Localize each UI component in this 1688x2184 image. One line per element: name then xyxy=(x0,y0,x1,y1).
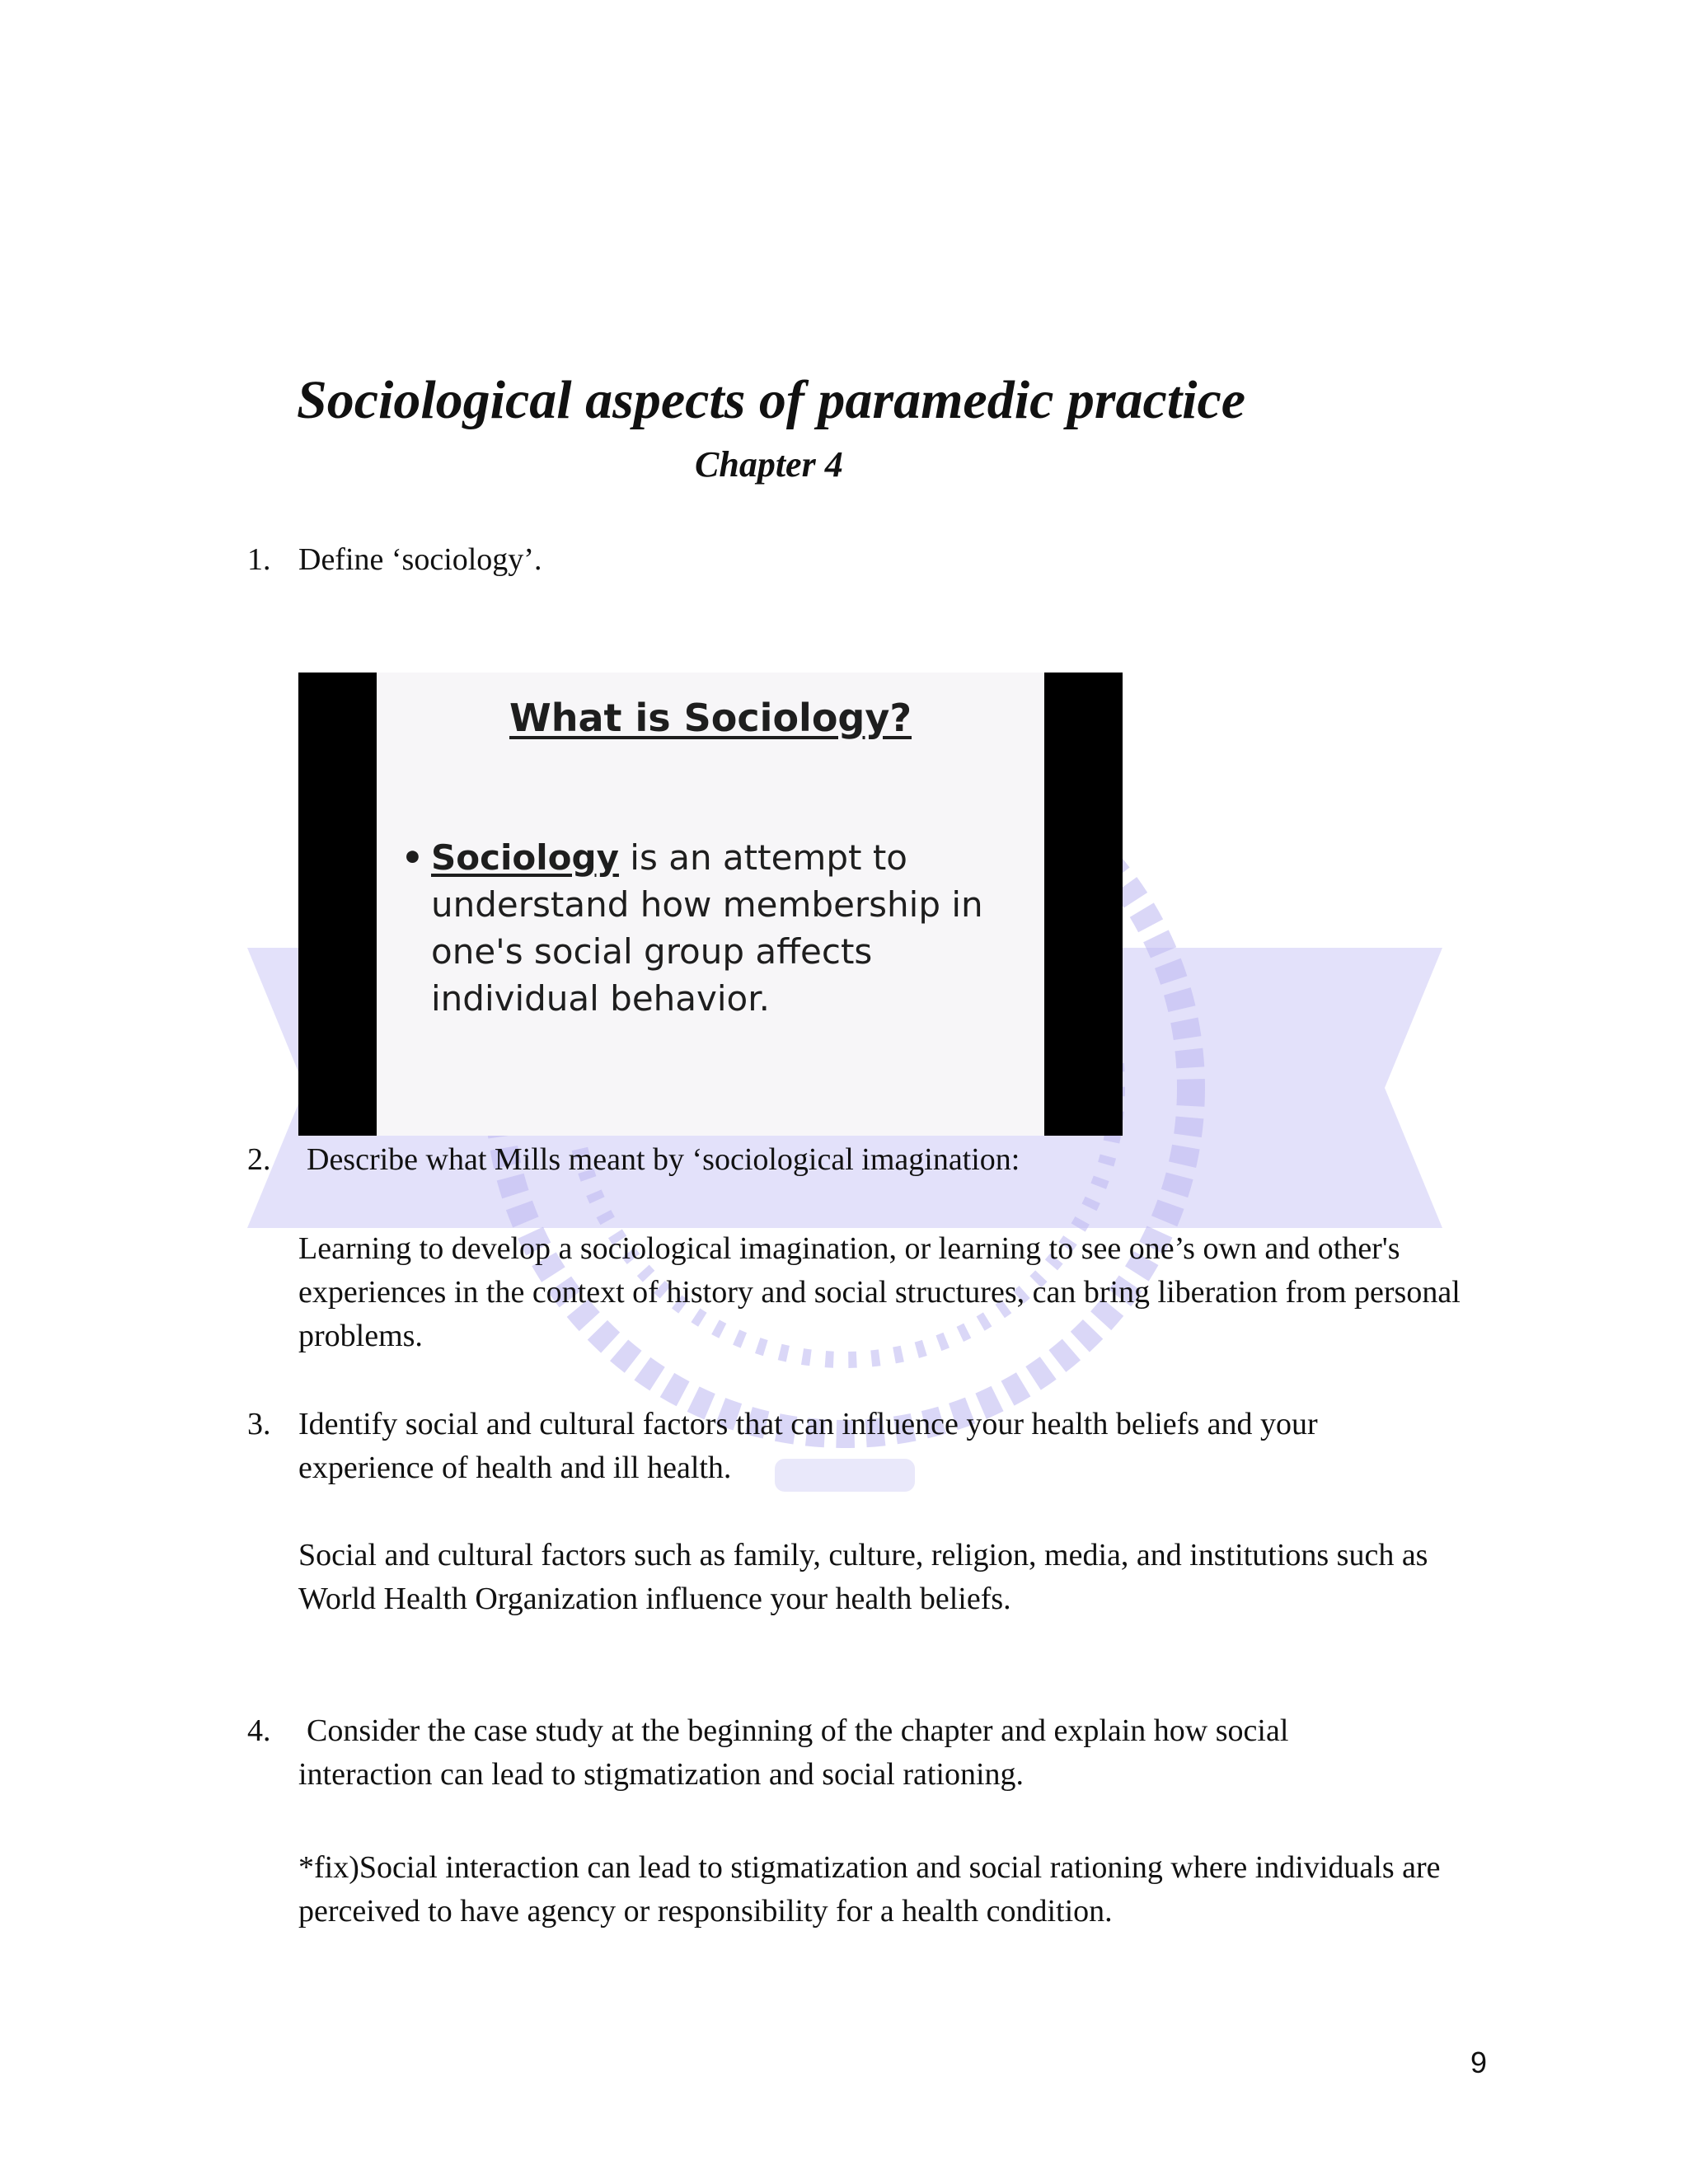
question-number: 4. xyxy=(247,1713,271,1748)
slide-content xyxy=(377,673,1044,1136)
question-2 xyxy=(247,1138,1484,1188)
question-number: 3. xyxy=(247,1407,271,1441)
slide-bullet-body xyxy=(431,834,1025,1022)
question-prompt-line-2: experience of health and ill health. xyxy=(298,1451,732,1485)
question-1 xyxy=(247,538,1484,588)
answer-4: *fix)Social interaction can lead to stigmatization and social rationing where individuals are perceived to have agency or responsibility for a health condition. xyxy=(298,1850,1441,1929)
answer-2: Learning to develop a sociological imagination, or learning to see one’s own and other's experiences in the context of history and social structures, can bring liberation from personal problems. xyxy=(298,1231,1461,1353)
question-prompt: Describe what Mills meant by ‘sociological imagination: xyxy=(307,1142,1020,1177)
sociology-slide-image xyxy=(298,673,1123,1136)
answer-3: Social and cultural factors such as family, culture, religion, media, and institutions such as World Health Organization influence your health beliefs. xyxy=(298,1538,1428,1616)
question-prompt-line-2: interaction can lead to stigmatization and social rationing. xyxy=(298,1757,1025,1792)
page-number: 9 xyxy=(1470,2046,1488,2079)
document-title: Sociological aspects of paramedic practice xyxy=(297,370,1246,430)
question-number: 1. xyxy=(247,542,271,577)
question-number: 2. xyxy=(247,1142,271,1177)
bullet-dot-icon: • xyxy=(401,837,424,878)
question-prompt: Define ‘sociology’. xyxy=(298,542,542,577)
slide-bullet-term: Sociology xyxy=(431,837,619,878)
question-4 xyxy=(247,1709,1484,1800)
chapter-subtitle: Chapter 4 xyxy=(695,444,843,485)
slide-heading: What is Sociology? xyxy=(509,696,912,740)
question-3 xyxy=(247,1403,1484,1493)
question-prompt-line-1: Identify social and cultural factors that can influence your health beliefs and your xyxy=(298,1407,1318,1441)
question-prompt-line-1: Consider the case study at the beginning of the chapter and explain how social xyxy=(307,1713,1289,1748)
slide-bullet-text: is an attempt to understand how membership in one's social group affects individual behavior. xyxy=(431,837,983,1019)
